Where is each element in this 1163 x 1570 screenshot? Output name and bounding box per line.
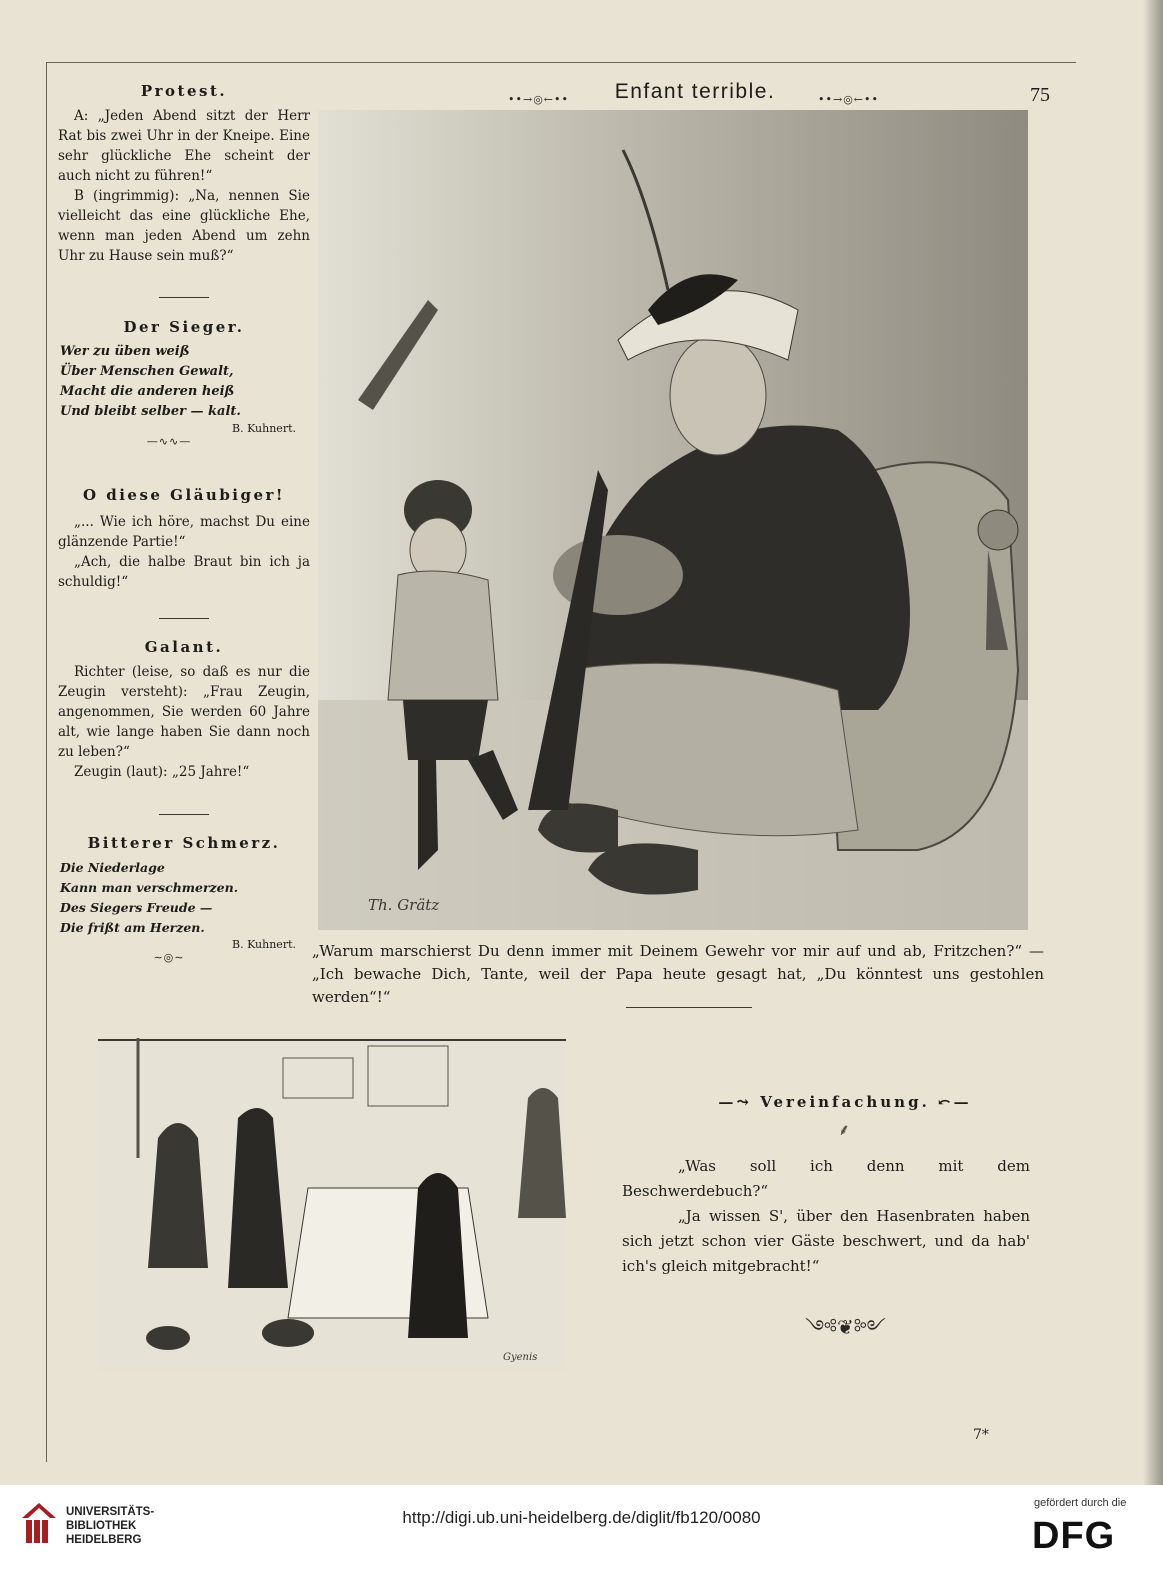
page-number: 75 xyxy=(1030,84,1050,106)
institution-line: BIBLIOTHEK xyxy=(66,1520,137,1532)
verse-line: Kann man verschmerzen. xyxy=(60,880,239,895)
end-ornament: ༺❦༻ xyxy=(805,1315,886,1339)
story-text xyxy=(622,1154,1030,1279)
verse-line: Die frißt am Herzen. xyxy=(60,920,205,935)
illustration-drawing xyxy=(318,110,1028,930)
funded-by-label: gefördert durch die xyxy=(1034,1497,1127,1509)
sieger-ornament: —∿∿— xyxy=(146,435,192,448)
sieger-section xyxy=(58,318,310,448)
artist-signature: Th. Grätz xyxy=(368,896,440,914)
divider xyxy=(159,618,209,619)
story-title: Vereinfachung. xyxy=(760,1093,930,1111)
header-ornament-left: ••→◎←•• xyxy=(508,93,569,106)
spine-shadow xyxy=(1143,0,1163,1485)
verse-line: Macht die anderen heiß xyxy=(60,384,235,399)
dog xyxy=(146,1326,190,1350)
glaeubiger-title: O diese Gläubiger! xyxy=(82,486,286,504)
header-ornament-right: ••→◎←•• xyxy=(818,93,879,106)
galant-line: Zeugin (laut): „25 Jahre!“ xyxy=(74,764,250,780)
schmerz-author: B. Kuhnert. xyxy=(232,938,296,951)
permalink-url[interactable]: http://digi.ub.uni-heidelberg.de/diglit/fb120/0080 xyxy=(402,1508,761,1527)
page-title: Enfant terrible. xyxy=(614,80,776,103)
dfg-logo: DFG xyxy=(1032,1515,1116,1557)
title-ornament-right: ⤺— xyxy=(938,1093,972,1111)
sheet-mark: 7* xyxy=(973,1427,989,1443)
story-sub-ornament: ⸙ xyxy=(838,1120,851,1139)
galant-section xyxy=(58,638,310,782)
story-body xyxy=(622,1154,1030,1279)
glaeubiger-text xyxy=(58,512,310,592)
schmerz-verse xyxy=(58,858,310,938)
glaeubiger-line: „Ach, die halbe Braut bin ich ja schuldig!“ xyxy=(58,554,310,590)
verse-line: Über Menschen Gewalt, xyxy=(60,364,234,379)
protest-title: Protest. xyxy=(140,82,228,100)
artist-signature: Gyenis xyxy=(503,1352,538,1363)
enfant-terrible-illustration xyxy=(318,110,1028,930)
woman-face xyxy=(670,335,766,455)
galant-line: Richter (leise, so daß es nur die Zeugin versteht): „Frau Zeugin, angenommen, Sie werden 60 Jahre alt, wie lange haben Sie dann noch zu leben?“ xyxy=(58,664,310,760)
protest-text xyxy=(58,106,310,266)
sieger-title: Der Sieger. xyxy=(123,318,245,336)
sieger-author: B. Kuhnert. xyxy=(232,422,296,435)
schmerz-ornament: ∼◎∼ xyxy=(153,951,185,964)
story-line: „Was soll ich denn mit dem Beschwerdebuch?“ xyxy=(622,1157,1030,1200)
dog xyxy=(262,1319,314,1347)
galant-title: Galant. xyxy=(144,638,224,656)
restaurant-drawing xyxy=(98,1038,566,1372)
story-title-row xyxy=(700,1093,990,1111)
story-line: „Ja wissen S', über den Hasenbraten haben sich jetzt schon vier Gäste beschwert, und da hab' ich's gleich mitgebracht!“ xyxy=(622,1207,1030,1275)
boy-shorts xyxy=(403,700,488,760)
caption-divider xyxy=(626,1007,752,1008)
title-ornament-left: —⤳ xyxy=(718,1093,752,1111)
protest-line-a: A: „Jeden Abend sitzt der Herr Rat bis zwei Uhr in der Kneipe. Eine sehr glückliche Ehe scheint der auch nicht zu führen!“ xyxy=(58,108,310,184)
verse-line: Und bleibt selber — kalt. xyxy=(60,404,241,419)
glaeubiger-section xyxy=(58,486,310,592)
armchair-rosette xyxy=(978,510,1018,550)
verse-line: Die Niederlage xyxy=(60,860,165,875)
schmerz-title: Bitterer Schmerz. xyxy=(87,834,281,852)
boy-jacket xyxy=(388,571,498,700)
restaurant-illustration xyxy=(98,1038,566,1372)
galant-text xyxy=(58,662,310,782)
protest-section xyxy=(58,82,310,266)
institution-line: HEIDELBERG xyxy=(66,1534,142,1546)
institution-line: UNIVERSITÄTS- xyxy=(66,1506,155,1518)
verse-line: Wer zu üben weiß xyxy=(60,344,190,359)
schmerz-section xyxy=(58,834,310,964)
divider xyxy=(159,297,209,298)
illustration-caption: „Warum marschierst Du denn immer mit Deinem Gewehr vor mir auf und ab, Fritzchen?“ — „Ich bewache Dich, Tante, weil der Papa heute gesagt hat, „Du könntest uns gestohlen werden“!“ xyxy=(312,942,1044,1006)
protest-line-b: B (ingrimmig): „Na, nennen Sie vielleicht das eine glückliche Ehe, wenn man jeden Abend um zehn Uhr zu Hause sein muß?“ xyxy=(58,188,310,264)
verse-line: Des Siegers Freude — xyxy=(60,900,213,915)
sieger-verse xyxy=(58,342,310,422)
glaeubiger-line: „... Wie ich höre, machst Du eine glänzende Partie!“ xyxy=(58,514,310,550)
divider xyxy=(159,814,209,815)
